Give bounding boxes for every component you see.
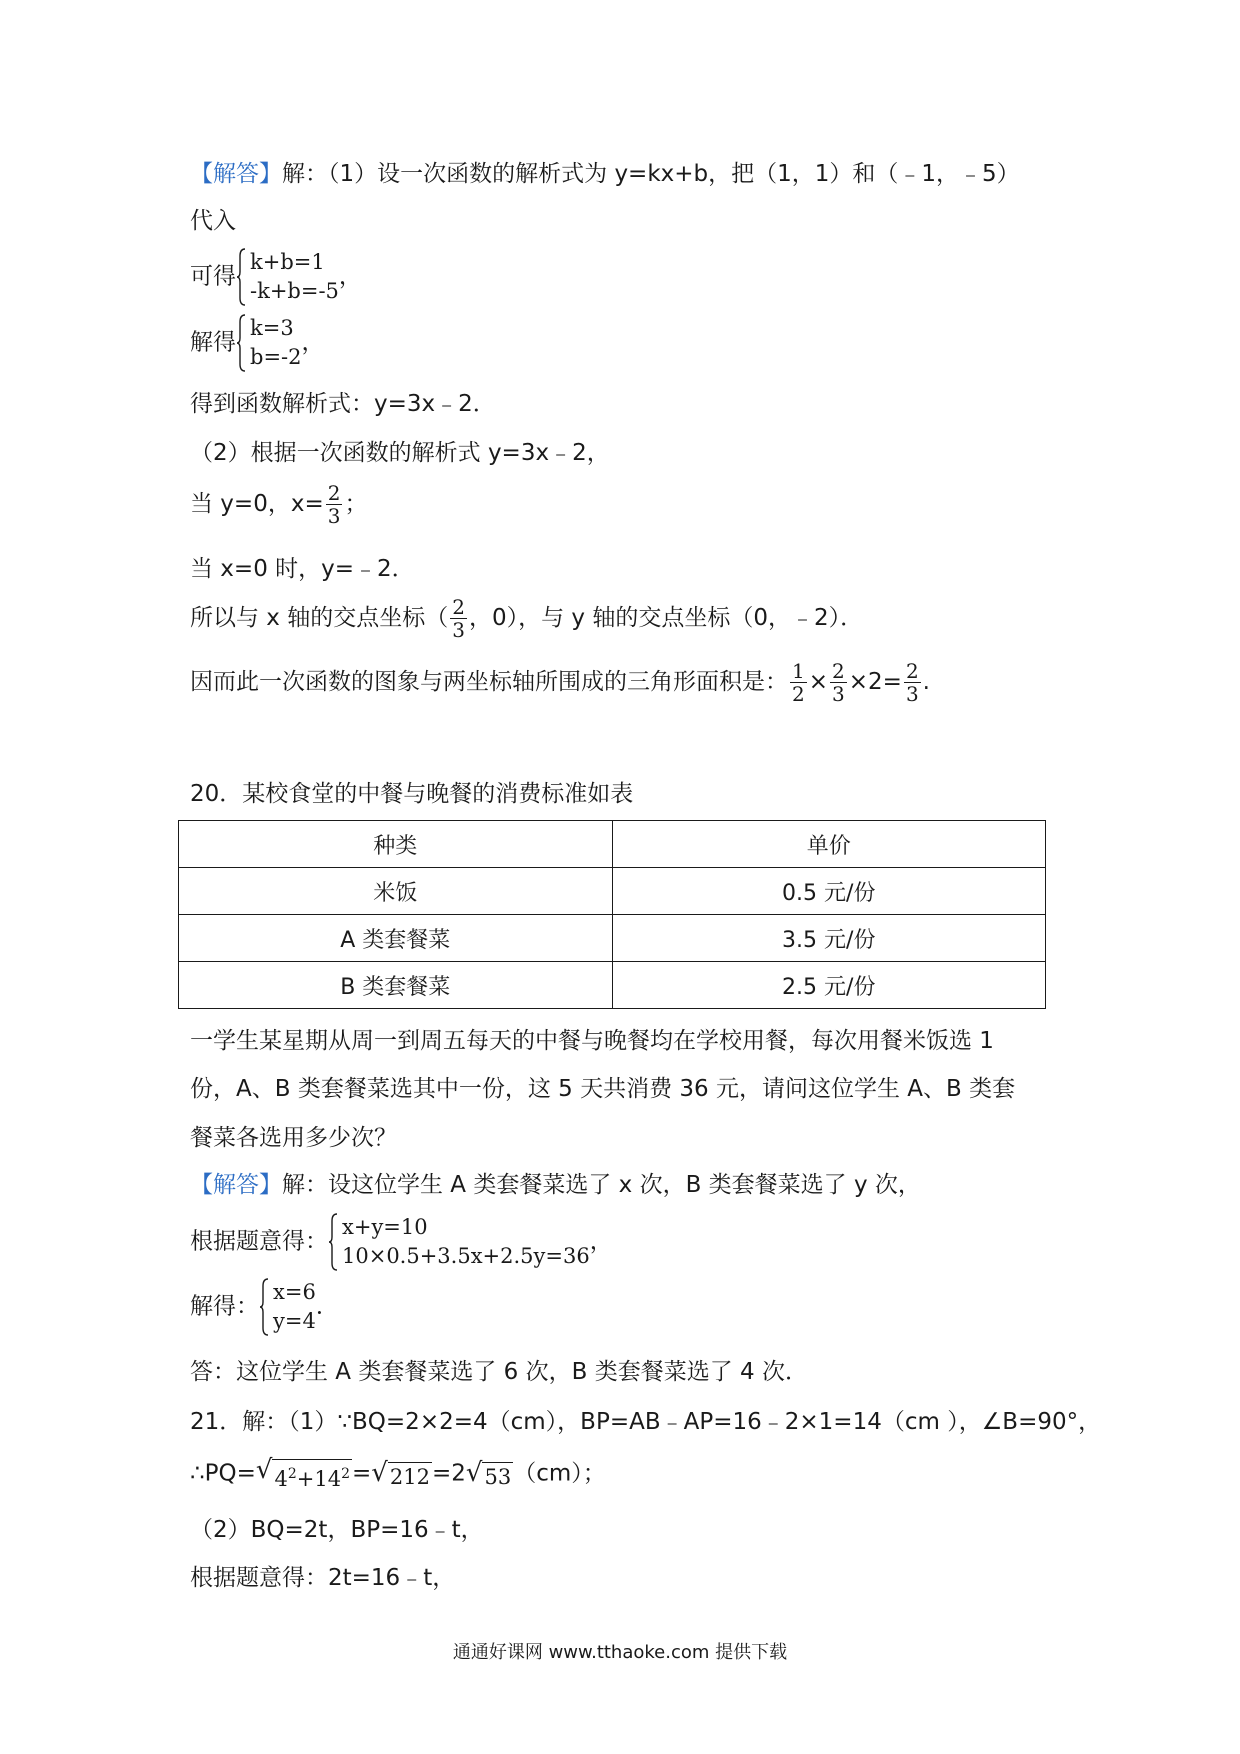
table-cell: 0.5 元/份 (612, 868, 1046, 915)
table-row (179, 915, 1046, 962)
table-header-row (179, 821, 1046, 868)
q19-line-10: 因而此一次函数的图象与两坐标轴所围成的三角形面积是： $\frac{1}{2}$ × $\frac{2}{3}$ ×2= $\frac{2}{3}$ . (190, 659, 930, 706)
square-root: √ 53 (465, 1457, 512, 1489)
left-brace-icon (328, 1213, 338, 1271)
table-cell: 2.5 元/份 (612, 962, 1046, 1009)
q20-paragraph-2: 份，A、B 类套餐菜选其中一份，这 5 天共消费 36 元，请问这位学生 A、B 类套 (190, 1076, 1016, 1102)
square-root: √ $4^2+14^2$ (255, 1455, 351, 1491)
square-root: √ 212 (371, 1457, 430, 1489)
page-footer: 通通好课网 www.tthaoke.com 提供下载 (452, 1642, 788, 1663)
radical-icon: √ (465, 1457, 483, 1488)
table-cell: A 类套餐菜 (179, 915, 613, 962)
fraction: $\frac{2}{3}$ (327, 481, 341, 528)
q19-system-2: 解得 k=3 b=-2 ， (190, 314, 325, 372)
q21-line-2: ∴PQ= √ $4^2+14^2$ = √ 212 =2 √ 53 （cm）； (190, 1455, 606, 1491)
q20-system-1: 根据题意得： x+y=10 10×0.5+3.5x+2.5y=36 ， (190, 1213, 613, 1271)
price-table (178, 820, 1046, 1009)
q19-line-9: 所以与 x 轴的交点坐标（ $\frac{2}{3}$ ，0），与 y 轴的交点坐标（0，﹣2）． (190, 595, 864, 642)
q19-line-2: 代入 (190, 208, 236, 234)
answer-tag: 【解答】 (190, 161, 282, 187)
radical-icon: √ (371, 1457, 388, 1488)
q20-title: 20．某校食堂的中餐与晚餐的消费标准如表 (190, 781, 634, 807)
equation-system: x+y=10 10×0.5+3.5x+2.5y=36 (328, 1213, 590, 1271)
q19-system-1: 可得 k+b=1 -k+b=-5 ， (190, 248, 362, 306)
left-brace-icon (259, 1278, 269, 1336)
table-cell: 米饭 (179, 868, 613, 915)
radical-icon: √ (255, 1455, 273, 1485)
fraction: $\frac{2}{3}$ (905, 659, 919, 706)
fraction: $\frac{1}{2}$ (792, 659, 805, 706)
table-row (179, 962, 1046, 1009)
table-row (179, 868, 1046, 915)
q19-text: 解：（1）设一次函数的解析式为 y=kx+b，把（1，1）和（﹣1，﹣5） (282, 161, 1020, 187)
q20-paragraph-1: 一学生某星期从周一到周五每天的中餐与晚餐均在学校用餐，每次用餐米饭选 1 (190, 1028, 994, 1054)
table-header: 种类 (179, 821, 613, 868)
q19-line-6: （2）根据一次函数的解析式 y=3x﹣2， (190, 440, 610, 466)
q20-system-2: 解得： x=6 y=4 ． (190, 1278, 339, 1336)
equation-system: k=3 b=-2 (236, 314, 302, 372)
q21-line-1: 21．解：（1）∵BQ=2×2=4（cm），BP=AB﹣AP=16﹣2×1=14（cm ），∠B=90°， (190, 1409, 1102, 1435)
q19-line-8: 当 x=0 时，y=﹣2． (190, 556, 415, 582)
equation-system: k+b=1 -k+b=-5 (236, 248, 339, 306)
table-cell: B 类套餐菜 (179, 962, 613, 1009)
fraction: $\frac{2}{3}$ (452, 595, 465, 642)
q20-final-answer: 答：这位学生 A 类套餐菜选了 6 次，B 类套餐菜选了 4 次． (190, 1359, 808, 1385)
q21-line-3: （2）BQ=2t，BP=16﹣t， (190, 1517, 484, 1543)
table-cell: 3.5 元/份 (612, 915, 1046, 962)
q19-line-7: 当 y=0，x= $\frac{2}{3}$ ； (190, 481, 368, 528)
left-brace-icon (236, 248, 246, 306)
answer-tag: 【解答】 (190, 1172, 282, 1198)
equation-system: x=6 y=4 (259, 1278, 316, 1336)
q20-paragraph-3: 餐菜各选用多少次？ (190, 1125, 397, 1151)
left-brace-icon (236, 314, 246, 372)
fraction: $\frac{2}{3}$ (832, 659, 845, 706)
q21-line-4: 根据题意得：2t=16﹣t， (190, 1565, 456, 1591)
table-header: 单价 (612, 821, 1046, 868)
q20-answer-line-1: 【解答】解：设这位学生 A 类套餐菜选了 x 次，B 类套餐菜选了 y 次， (190, 1172, 921, 1198)
q19-line-1 (190, 158, 1020, 190)
q19-line-5: 得到函数解析式：y=3x﹣2． (190, 391, 496, 417)
